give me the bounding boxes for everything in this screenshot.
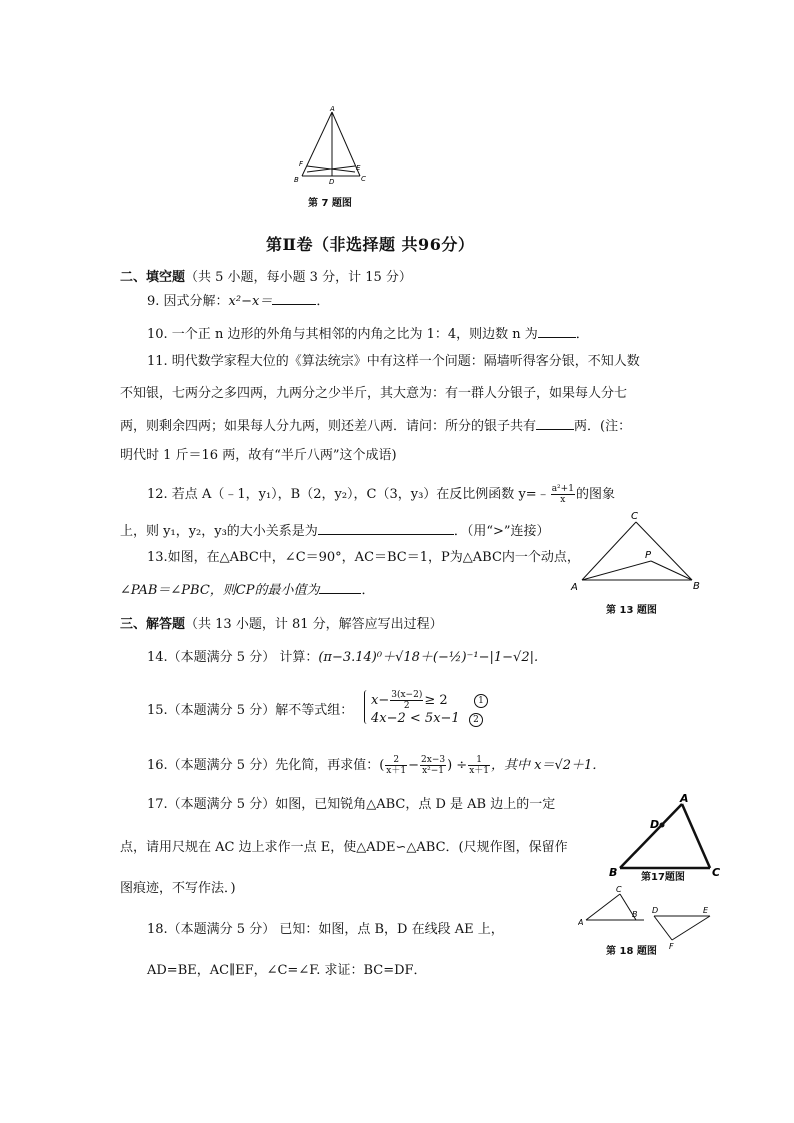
question-9 [147, 292, 329, 310]
q15-eq1a: x− [371, 693, 390, 708]
fig17-label-c: C [712, 866, 721, 879]
q16-f3-num: 1 [468, 755, 490, 766]
figure-7-caption: 第 7 题图 [308, 198, 352, 209]
q16-f1-num: 2 [385, 755, 407, 766]
q15-eq2: 4x−2 < 5x−1 [371, 711, 460, 726]
q11-line-1: 11. 明代数学家程大位的《算法统宗》中有这样一个问题：隔墙听得客分银，不知人数 [147, 354, 640, 369]
q12-line-2 [120, 522, 550, 540]
part-2-title: 第Ⅱ卷（非选择题 共96分） [266, 235, 475, 254]
question-14 [147, 650, 538, 666]
fig7-label-c: C [361, 175, 366, 183]
q16-end: ，其中 x＝√2＋1． [491, 758, 606, 773]
q17-line-3: 图痕迹，不写作法．) [120, 881, 236, 896]
section-3-rest: （共 13 小题，计 81 分，解答应写出过程） [185, 617, 443, 632]
q16-f1-den: x＋1 [386, 766, 407, 776]
q9-answer-blank[interactable] [272, 292, 316, 305]
q10-answer-blank[interactable] [538, 325, 576, 338]
q12-line-1 [147, 484, 615, 505]
fig18-label-e: E [703, 906, 709, 915]
fig18-label-f: F [669, 942, 674, 950]
figure-18-caption: 第 18 题图 [606, 946, 657, 957]
q9-expr: x²−x＝ [228, 294, 273, 309]
q14-expr: (π−3.14)⁰＋√18＋(−½)⁻¹−|1−√2|. [318, 650, 539, 665]
q16-minus: − [408, 758, 420, 773]
q15-frac-den: 2 [403, 701, 410, 711]
figure-17-caption: 第17题图 [641, 872, 685, 883]
q9-text: 9. 因式分解： [147, 294, 229, 309]
q11-line-3 [120, 417, 631, 435]
fig7-label-a: A [330, 105, 335, 113]
q13-line-2b: ． [361, 583, 375, 598]
q13-line-1: 13.如图，在△ABC中，∠C＝90°，AC＝BC＝1，P为△ABC内一个动点， [147, 550, 580, 565]
q12-line-1a: 12. 若点 A（﹣1，y₁），B（2，y₂），C（3，y₃）在反比例函数 y=﹣ [147, 487, 550, 502]
q13-line-2a: ∠PAB＝∠PBC，则CP的最小值为 [120, 583, 320, 598]
fig13-label-a: A [571, 582, 578, 593]
q16-mid: ) ÷ [447, 758, 468, 773]
q15-eq1b: ≥ 2 [424, 693, 448, 708]
fig7-label-d: D [329, 178, 335, 184]
section-2-rest: （共 5 小题，每小题 3 分，计 15 分） [185, 270, 412, 285]
q12-frac-num: a²+1 [551, 484, 574, 494]
q15-text: 15.（本题满分 5 分）解不等式组： [147, 703, 354, 718]
fig7-label-f: F [299, 160, 304, 168]
q17-line-2: 点，请用尺规在 AC 边上求作一点 E，使△ADE∽△ABC．(尺规作图，保留作 [120, 840, 568, 855]
q16-fraction-2 [420, 755, 446, 776]
q12-line-1b: 的图象 [575, 487, 615, 502]
q10-end: ． [575, 327, 589, 342]
figure-7-diagram [290, 104, 370, 184]
q12-line-2a: 上，则 y₁，y₂，y₃的大小关系是为 [120, 524, 318, 539]
q12-answer-blank[interactable] [318, 522, 454, 535]
fig17-label-a: A [680, 792, 689, 805]
fig18-label-c: C [616, 885, 622, 894]
q15-inequality-1 [371, 690, 448, 711]
q16-text: 16.（本题满分 5 分）先化简，再求值：( [147, 758, 385, 773]
q16-f2-den: x²−1 [422, 766, 445, 776]
q14-text: 14.（本题满分 5 分） 计算： [147, 650, 319, 665]
q15-frac-num: 3(x−2) [391, 690, 423, 700]
fig17-label-b: B [609, 866, 618, 879]
fig18-label-b: B [632, 910, 638, 919]
figure-13-diagram [568, 508, 708, 594]
q16-f3-den: x＋1 [469, 766, 490, 776]
q13-line-2 [120, 581, 374, 599]
q12-line-2b: ．（用“>”连接） [453, 524, 550, 539]
q12-fraction [551, 484, 575, 505]
figure-13-caption: 第 13 题图 [606, 605, 657, 616]
q10-text: 10. 一个正 n 边形的外角与其相邻的内角之比为 1：4，则边数 n 为 [147, 327, 538, 342]
fig13-label-b: B [693, 581, 700, 592]
question-10 [147, 325, 589, 343]
q11-line-3a: 两，则剩余四两；如果每人分九两，则还差八两．请问：所分的银子共有 [120, 419, 537, 434]
q9-end: ． [316, 294, 330, 309]
fig18-label-d: D [652, 906, 659, 915]
q15-inequality-2 [371, 711, 460, 727]
q11-line-3b: 两．(注： [574, 419, 632, 434]
q13-answer-blank[interactable] [319, 581, 361, 594]
q16-fraction-3 [468, 755, 490, 776]
fig13-label-c: C [631, 511, 638, 522]
q16-f2-num: 2x−3 [421, 755, 446, 765]
q16-fraction-1 [385, 755, 407, 776]
q18-line-1: 18.（本题满分 5 分） 已知：如图，点 B，D 在线段 AE 上， [147, 922, 504, 937]
question-16 [147, 755, 605, 776]
q11-answer-blank[interactable] [536, 417, 574, 430]
q11-line-2: 不知银，七两分之多四两，九两分之少半斤，其大意为：有一群人分银子，如果每人分七 [120, 386, 628, 401]
q12-frac-den: x [560, 495, 566, 505]
question-15 [147, 703, 353, 719]
section-3-heading [120, 613, 443, 632]
section-3-head: 三、解答题 [120, 617, 186, 632]
q15-fraction [390, 690, 423, 711]
fig7-label-b: B [294, 176, 299, 184]
q15-brace [364, 690, 367, 724]
q15-marker-1: 1 [474, 694, 488, 708]
figure-18-diagram [578, 882, 718, 950]
q17-line-1: 17.（本题满分 5 分）如图，已知锐角△ABC，点 D 是 AB 边上的一定 [147, 797, 556, 812]
section-2-head: 二、填空题 [120, 270, 186, 285]
q18-line-2: AD=BE，AC∥EF，∠C=∠F. 求证：BC=DF． [147, 963, 427, 978]
fig17-label-d: D [650, 818, 660, 831]
fig7-label-e: E [356, 164, 361, 172]
q11-line-4: 明代时 1 斤＝16 两，故有“半斤八两”这个成语) [120, 448, 397, 463]
section-2-heading [120, 266, 412, 285]
fig13-label-p: P [645, 550, 652, 561]
q15-marker-2: 2 [469, 713, 483, 727]
fig18-label-a: A [578, 918, 584, 927]
